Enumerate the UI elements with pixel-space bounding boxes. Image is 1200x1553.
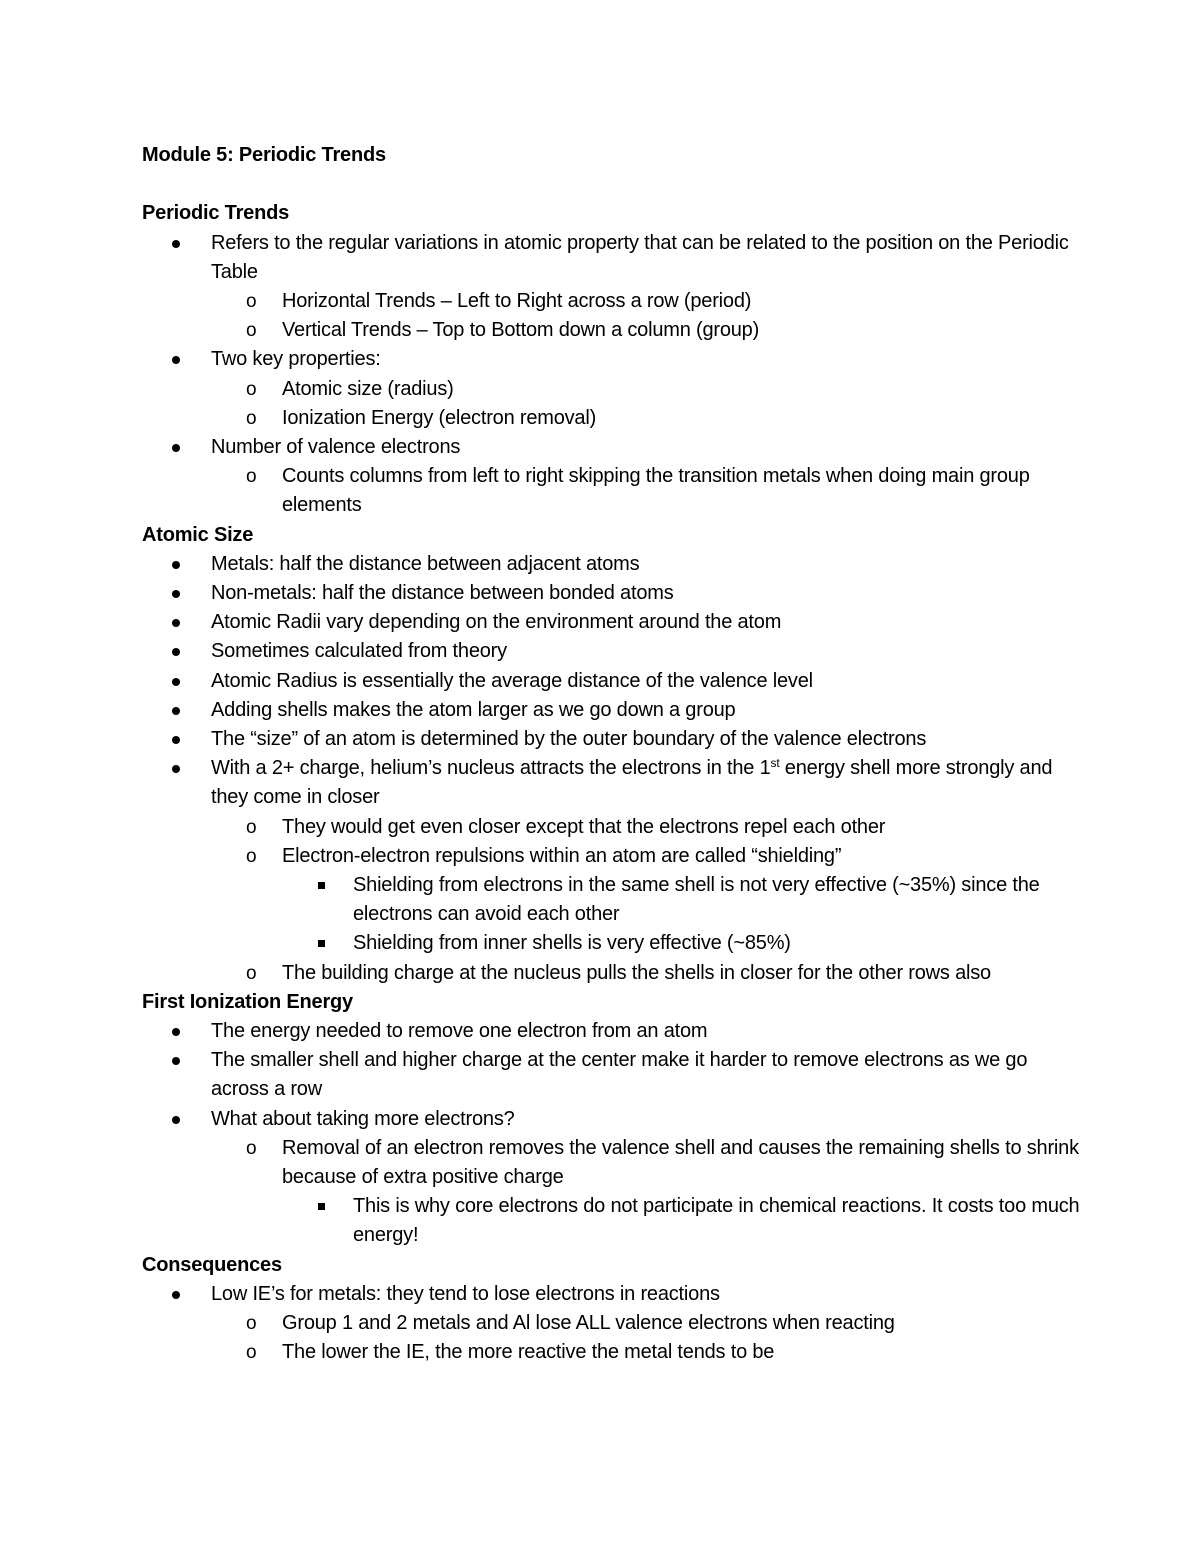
- list-item: What about taking more electrons?: [142, 1105, 1082, 1134]
- circle-bullet-icon: o: [246, 290, 257, 312]
- list-item: The energy needed to remove one electron from an atom: [142, 1017, 1082, 1046]
- list-item: Adding shells makes the atom larger as we go down a group: [142, 696, 1082, 725]
- list-item: o Counts columns from left to right skipping the transition metals when doing main group elements: [142, 462, 1082, 520]
- list-item: This is why core electrons do not participate in chemical reactions. It costs too much energy!: [142, 1192, 1082, 1250]
- circle-bullet-icon: o: [246, 1137, 257, 1159]
- list-item: o The building charge at the nucleus pulls the shells in closer for the other rows also: [142, 959, 1082, 988]
- circle-bullet-icon: o: [246, 320, 257, 342]
- circle-bullet-icon: o: [246, 466, 257, 488]
- list-item: Two key properties:: [142, 345, 1082, 374]
- list-item: o Removal of an electron removes the valence shell and causes the remaining shells to shrink because of extra positive charge: [142, 1134, 1082, 1192]
- list-item: o Group 1 and 2 metals and Al lose ALL valence electrons when reacting: [142, 1309, 1082, 1338]
- list-item: o Vertical Trends – Top to Bottom down a column (group): [142, 316, 1082, 345]
- circle-bullet-icon: o: [246, 816, 257, 838]
- list-item: o Electron-electron repulsions within an atom are called “shielding”: [142, 842, 1082, 871]
- list-item: Non-metals: half the distance between bonded atoms: [142, 579, 1082, 608]
- list-item: Low IE’s for metals: they tend to lose electrons in reactions: [142, 1280, 1082, 1309]
- list-item: Atomic Radius is essentially the average distance of the valence level: [142, 667, 1082, 696]
- list-item: o Horizontal Trends – Left to Right across a row (period): [142, 287, 1082, 316]
- list-item: o They would get even closer except that the electrons repel each other: [142, 813, 1082, 842]
- circle-bullet-icon: o: [246, 378, 257, 400]
- circle-bullet-icon: o: [246, 962, 257, 984]
- list-item: The “size” of an atom is determined by the outer boundary of the valence electrons: [142, 725, 1082, 754]
- circle-bullet-icon: o: [246, 407, 257, 429]
- list-item: Atomic Radii vary depending on the environment around the atom: [142, 608, 1082, 637]
- list-item: With a 2+ charge, helium’s nucleus attracts the electrons in the 1st energy shell more strongly and they come in closer: [142, 754, 1082, 812]
- circle-bullet-icon: o: [246, 845, 257, 867]
- list-item: Number of valence electrons: [142, 433, 1082, 462]
- circle-bullet-icon: o: [246, 1342, 257, 1364]
- list-item: Shielding from electrons in the same shell is not very effective (~35%) since the electrons can avoid each other: [142, 871, 1082, 929]
- section-heading-periodic-trends: Periodic Trends: [142, 202, 290, 225]
- list-item: Sometimes calculated from theory: [142, 637, 1082, 666]
- section-heading-first-ionization-energy: First Ionization Energy: [142, 990, 353, 1013]
- list-item: o The lower the IE, the more reactive the metal tends to be: [142, 1338, 1082, 1367]
- list-item: Shielding from inner shells is very effective (~85%): [142, 929, 1082, 958]
- superscript: st: [770, 756, 780, 771]
- list-item: The smaller shell and higher charge at the center make it harder to remove electrons as we go across a row: [142, 1046, 1082, 1104]
- list-item: Metals: half the distance between adjacent atoms: [142, 550, 1082, 579]
- list-item: o Atomic size (radius): [142, 375, 1082, 404]
- list-item: o Ionization Energy (electron removal): [142, 404, 1082, 433]
- document-title: Module 5: Periodic Trends: [142, 144, 386, 166]
- list-item: Refers to the regular variations in atomic property that can be related to the position on the Periodic Table: [142, 229, 1082, 287]
- section-heading-consequences: Consequences: [142, 1253, 282, 1276]
- document-page: [142, 141, 1082, 1368]
- circle-bullet-icon: o: [246, 1313, 257, 1335]
- section-heading-atomic-size: Atomic Size: [142, 523, 254, 546]
